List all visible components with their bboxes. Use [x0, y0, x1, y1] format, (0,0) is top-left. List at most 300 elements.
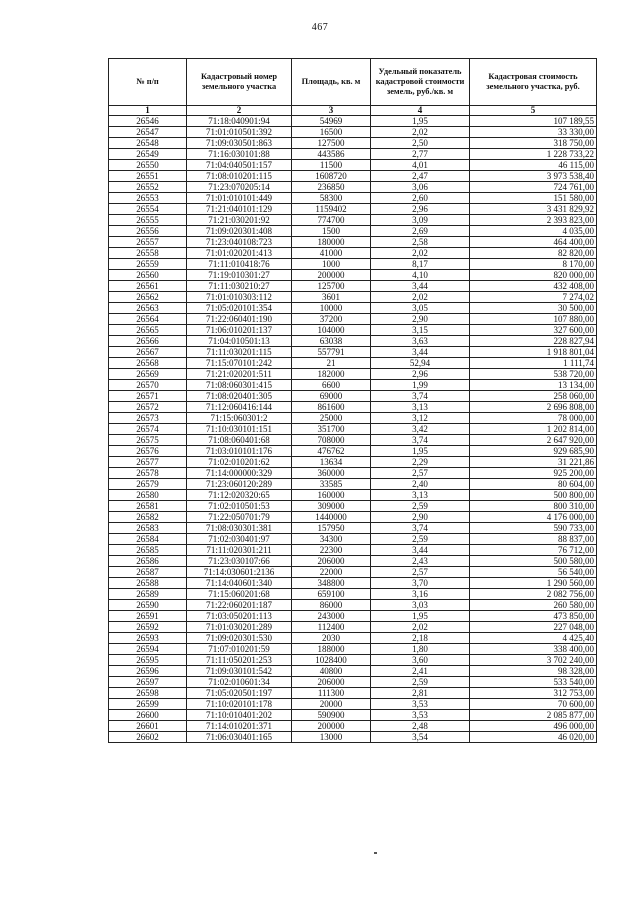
table-row — [109, 732, 597, 743]
table-row — [109, 457, 597, 468]
cell-specific-value: 2,50 — [371, 138, 470, 149]
cell-row-number: 26571 — [109, 391, 187, 402]
cell-cadastral-cost: 724 761,00 — [470, 182, 597, 193]
cell-cadastral-number: 71:05:020101:354 — [187, 303, 292, 314]
cell-area: 708000 — [292, 435, 371, 446]
cell-cadastral-cost: 1 918 801,04 — [470, 347, 597, 358]
cell-cadastral-number: 71:02:010601:34 — [187, 677, 292, 688]
cell-cadastral-number: 71:11:010418:76 — [187, 259, 292, 270]
cell-area: 476762 — [292, 446, 371, 457]
cell-cadastral-number: 71:21:040101:129 — [187, 204, 292, 215]
cell-area: 659100 — [292, 589, 371, 600]
cell-specific-value: 2,48 — [371, 721, 470, 732]
cell-row-number: 26587 — [109, 567, 187, 578]
cell-cadastral-number: 71:03:010101:176 — [187, 446, 292, 457]
table-row — [109, 424, 597, 435]
cell-specific-value: 3,54 — [371, 732, 470, 743]
cell-cadastral-number: 71:02:010201:62 — [187, 457, 292, 468]
table-row — [109, 182, 597, 193]
cell-specific-value: 2,60 — [371, 193, 470, 204]
cell-cadastral-number: 71:21:020201:511 — [187, 369, 292, 380]
cell-area: 33585 — [292, 479, 371, 490]
table-row — [109, 688, 597, 699]
cell-area: 2030 — [292, 633, 371, 644]
cell-row-number: 26561 — [109, 281, 187, 292]
cell-row-number: 26558 — [109, 248, 187, 259]
cell-area: 157950 — [292, 523, 371, 534]
cell-cadastral-cost: 88 837,00 — [470, 534, 597, 545]
table-row — [109, 303, 597, 314]
cell-cadastral-cost: 4 035,00 — [470, 226, 597, 237]
table-row — [109, 699, 597, 710]
cell-cadastral-number: 71:08:060301:415 — [187, 380, 292, 391]
cell-cadastral-number: 71:04:010501:13 — [187, 336, 292, 347]
cell-specific-value: 3,60 — [371, 655, 470, 666]
cell-cadastral-number: 71:12:020320:65 — [187, 490, 292, 501]
header-cadastral-number: Кадастровый номер земельного участка — [187, 59, 292, 106]
cell-cadastral-number: 71:01:030201:289 — [187, 622, 292, 633]
cell-cadastral-number: 71:09:030101:542 — [187, 666, 292, 677]
table-row — [109, 270, 597, 281]
cell-area: 557791 — [292, 347, 371, 358]
cell-cadastral-number: 71:01:010101:449 — [187, 193, 292, 204]
cell-row-number: 26572 — [109, 402, 187, 413]
cell-specific-value: 2,29 — [371, 457, 470, 468]
cell-row-number: 26546 — [109, 116, 187, 127]
cell-area: 200000 — [292, 721, 371, 732]
cell-cadastral-number: 71:02:010501:53 — [187, 501, 292, 512]
cell-row-number: 26575 — [109, 435, 187, 446]
cell-area: 351700 — [292, 424, 371, 435]
table-row — [109, 149, 597, 160]
cell-cadastral-number: 71:15:060301:2 — [187, 413, 292, 424]
cell-cadastral-number: 71:11:030201:115 — [187, 347, 292, 358]
header-specific-value: Удельный показатель кадастровой стоимости земель, руб./кв. м — [371, 59, 470, 106]
table-row — [109, 545, 597, 556]
cell-area: 58300 — [292, 193, 371, 204]
cell-cadastral-cost: 496 000,00 — [470, 721, 597, 732]
cell-cadastral-number: 71:02:030401:97 — [187, 534, 292, 545]
table-row — [109, 380, 597, 391]
cell-area: 309000 — [292, 501, 371, 512]
cell-row-number: 26600 — [109, 710, 187, 721]
cell-row-number: 26551 — [109, 171, 187, 182]
cell-specific-value: 2,40 — [371, 479, 470, 490]
cell-specific-value: 2,90 — [371, 314, 470, 325]
cell-cadastral-number: 71:14:040601:340 — [187, 578, 292, 589]
cell-specific-value: 2,77 — [371, 149, 470, 160]
cell-cadastral-cost: 473 850,00 — [470, 611, 597, 622]
table-row — [109, 391, 597, 402]
cell-specific-value: 4,10 — [371, 270, 470, 281]
cell-specific-value: 2,02 — [371, 248, 470, 259]
cell-cadastral-cost: 929 685,90 — [470, 446, 597, 457]
cell-cadastral-cost: 2 647 920,00 — [470, 435, 597, 446]
cell-cadastral-cost: 538 720,00 — [470, 369, 597, 380]
cell-row-number: 26560 — [109, 270, 187, 281]
cell-area: 6600 — [292, 380, 371, 391]
cell-cadastral-cost: 260 580,00 — [470, 600, 597, 611]
cell-specific-value: 52,94 — [371, 358, 470, 369]
cell-cadastral-cost: 107 880,00 — [470, 314, 597, 325]
cell-cadastral-cost: 500 800,00 — [470, 490, 597, 501]
cell-row-number: 26567 — [109, 347, 187, 358]
cell-row-number: 26574 — [109, 424, 187, 435]
cell-cadastral-cost: 151 580,00 — [470, 193, 597, 204]
table-row — [109, 512, 597, 523]
cell-row-number: 26601 — [109, 721, 187, 732]
cell-specific-value: 3,05 — [371, 303, 470, 314]
cell-specific-value: 8,17 — [371, 259, 470, 270]
table-row — [109, 138, 597, 149]
cell-cadastral-cost: 318 750,00 — [470, 138, 597, 149]
cell-cadastral-number: 71:01:010303:112 — [187, 292, 292, 303]
table-row — [109, 204, 597, 215]
cell-specific-value: 3,44 — [371, 281, 470, 292]
cell-cadastral-cost: 13 134,00 — [470, 380, 597, 391]
table-row — [109, 556, 597, 567]
cell-specific-value: 3,53 — [371, 710, 470, 721]
cell-area: 1608720 — [292, 171, 371, 182]
cell-cadastral-cost: 1 202 814,00 — [470, 424, 597, 435]
cell-cadastral-cost: 7 274,02 — [470, 292, 597, 303]
cell-cadastral-number: 71:23:060120:289 — [187, 479, 292, 490]
table-row — [109, 622, 597, 633]
cell-cadastral-number: 71:10:010401:202 — [187, 710, 292, 721]
cell-cadastral-cost: 3 431 829,92 — [470, 204, 597, 215]
cell-cadastral-cost: 78 000,00 — [470, 413, 597, 424]
cell-cadastral-cost: 8 170,00 — [470, 259, 597, 270]
table-row — [109, 446, 597, 457]
cell-area: 1159402 — [292, 204, 371, 215]
cell-row-number: 26591 — [109, 611, 187, 622]
cell-area: 10000 — [292, 303, 371, 314]
cell-specific-value: 3,13 — [371, 490, 470, 501]
cell-cadastral-number: 71:12:060416:144 — [187, 402, 292, 413]
cell-row-number: 26562 — [109, 292, 187, 303]
cell-area: 13000 — [292, 732, 371, 743]
table-row — [109, 193, 597, 204]
cell-row-number: 26592 — [109, 622, 187, 633]
cell-area: 22000 — [292, 567, 371, 578]
cell-cadastral-number: 71:15:070101:242 — [187, 358, 292, 369]
header-cadastral-cost: Кадастровая стоимость земельного участка, руб. — [470, 59, 597, 106]
cell-area: 160000 — [292, 490, 371, 501]
cell-row-number: 26586 — [109, 556, 187, 567]
cell-specific-value: 3,74 — [371, 435, 470, 446]
header-row-number: № п/п — [109, 59, 187, 106]
table-row — [109, 314, 597, 325]
cell-cadastral-number: 71:09:030501:863 — [187, 138, 292, 149]
cell-cadastral-cost: 533 540,00 — [470, 677, 597, 688]
cell-row-number: 26594 — [109, 644, 187, 655]
cell-specific-value: 3,53 — [371, 699, 470, 710]
cell-area: 3601 — [292, 292, 371, 303]
cell-row-number: 26578 — [109, 468, 187, 479]
page-number: 467 — [311, 22, 329, 33]
cell-specific-value: 2,59 — [371, 534, 470, 545]
column-number-row — [109, 106, 597, 116]
cell-row-number: 26595 — [109, 655, 187, 666]
cell-cadastral-number: 71:07:010201:59 — [187, 644, 292, 655]
cell-cadastral-number: 71:08:030301:381 — [187, 523, 292, 534]
table-row — [109, 237, 597, 248]
column-number: 3 — [292, 106, 371, 116]
cell-cadastral-cost: 80 604,00 — [470, 479, 597, 490]
table-row — [109, 226, 597, 237]
cell-cadastral-number: 71:18:040901:94 — [187, 116, 292, 127]
cell-area: 774700 — [292, 215, 371, 226]
table-row — [109, 116, 597, 127]
cell-row-number: 26563 — [109, 303, 187, 314]
cell-specific-value: 2,96 — [371, 204, 470, 215]
cell-cadastral-number: 71:22:060201:187 — [187, 600, 292, 611]
table-row — [109, 248, 597, 259]
cell-cadastral-cost: 3 702 240,00 — [470, 655, 597, 666]
table-row — [109, 215, 597, 226]
cell-specific-value: 1,99 — [371, 380, 470, 391]
cell-cadastral-cost: 1 228 733,22 — [470, 149, 597, 160]
cell-area: 22300 — [292, 545, 371, 556]
cell-cadastral-cost: 500 580,00 — [470, 556, 597, 567]
cell-row-number: 26553 — [109, 193, 187, 204]
cell-cadastral-number: 71:23:040108:723 — [187, 237, 292, 248]
cell-cadastral-number: 71:22:060401:190 — [187, 314, 292, 325]
cell-specific-value: 3,13 — [371, 402, 470, 413]
cell-cadastral-number: 71:21:030201:92 — [187, 215, 292, 226]
cell-cadastral-cost: 228 827,94 — [470, 336, 597, 347]
cell-area: 125700 — [292, 281, 371, 292]
cell-cadastral-cost: 82 820,00 — [470, 248, 597, 259]
column-number: 5 — [470, 106, 597, 116]
cell-row-number: 26579 — [109, 479, 187, 490]
column-number: 1 — [109, 106, 187, 116]
cell-specific-value: 2,69 — [371, 226, 470, 237]
land-cadastral-table — [108, 58, 597, 743]
table-row — [109, 721, 597, 732]
cell-row-number: 26557 — [109, 237, 187, 248]
table-row — [109, 666, 597, 677]
cell-area: 69000 — [292, 391, 371, 402]
cell-area: 13634 — [292, 457, 371, 468]
cell-area: 41000 — [292, 248, 371, 259]
cell-area: 11500 — [292, 160, 371, 171]
cell-cadastral-cost: 312 753,00 — [470, 688, 597, 699]
table-row — [109, 413, 597, 424]
cell-cadastral-cost: 56 540,00 — [470, 567, 597, 578]
cell-specific-value: 2,02 — [371, 622, 470, 633]
cell-cadastral-number: 71:01:010501:392 — [187, 127, 292, 138]
cell-row-number: 26555 — [109, 215, 187, 226]
table-row — [109, 655, 597, 666]
cell-specific-value: 2,58 — [371, 237, 470, 248]
cell-area: 360000 — [292, 468, 371, 479]
cell-cadastral-number: 71:09:020301:530 — [187, 633, 292, 644]
table-row — [109, 490, 597, 501]
cell-cadastral-cost: 30 500,00 — [470, 303, 597, 314]
cell-row-number: 26590 — [109, 600, 187, 611]
cell-row-number: 26588 — [109, 578, 187, 589]
cell-cadastral-number: 71:16:030101:88 — [187, 149, 292, 160]
cell-cadastral-number: 71:11:020301:211 — [187, 545, 292, 556]
table-row — [109, 567, 597, 578]
cell-cadastral-cost: 1 111,74 — [470, 358, 597, 369]
cell-cadastral-cost: 46 020,00 — [470, 732, 597, 743]
cell-cadastral-cost: 107 189,55 — [470, 116, 597, 127]
cell-cadastral-number: 71:08:020401:305 — [187, 391, 292, 402]
cell-cadastral-cost: 70 600,00 — [470, 699, 597, 710]
cell-area: 112400 — [292, 622, 371, 633]
table-row — [109, 644, 597, 655]
cell-cadastral-number: 71:10:020101:178 — [187, 699, 292, 710]
cell-cadastral-cost: 2 085 877,00 — [470, 710, 597, 721]
cell-area: 54969 — [292, 116, 371, 127]
cell-specific-value: 2,47 — [371, 171, 470, 182]
cell-row-number: 26569 — [109, 369, 187, 380]
cell-area: 63038 — [292, 336, 371, 347]
cell-row-number: 26577 — [109, 457, 187, 468]
cell-area: 348800 — [292, 578, 371, 589]
cell-specific-value: 2,59 — [371, 501, 470, 512]
cell-area: 111300 — [292, 688, 371, 699]
cell-cadastral-number: 71:10:030101:151 — [187, 424, 292, 435]
column-number: 4 — [371, 106, 470, 116]
cell-cadastral-number: 71:03:050201:113 — [187, 611, 292, 622]
cell-cadastral-number: 71:11:050201:253 — [187, 655, 292, 666]
table-row — [109, 633, 597, 644]
cell-specific-value: 2,43 — [371, 556, 470, 567]
cell-row-number: 26585 — [109, 545, 187, 556]
table-row — [109, 292, 597, 303]
cell-cadastral-number: 71:08:010201:115 — [187, 171, 292, 182]
cell-row-number: 26570 — [109, 380, 187, 391]
cell-cadastral-number: 71:06:030401:165 — [187, 732, 292, 743]
cell-area: 1000 — [292, 259, 371, 270]
cell-area: 1500 — [292, 226, 371, 237]
cell-cadastral-cost: 76 712,00 — [470, 545, 597, 556]
table-row — [109, 369, 597, 380]
cell-row-number: 26599 — [109, 699, 187, 710]
cell-area: 243000 — [292, 611, 371, 622]
table-row — [109, 611, 597, 622]
cell-row-number: 26583 — [109, 523, 187, 534]
table-row — [109, 710, 597, 721]
table-row — [109, 325, 597, 336]
cell-cadastral-cost: 820 000,00 — [470, 270, 597, 281]
cell-area: 1028400 — [292, 655, 371, 666]
cell-specific-value: 3,74 — [371, 523, 470, 534]
cell-specific-value: 1,80 — [371, 644, 470, 655]
cell-row-number: 26593 — [109, 633, 187, 644]
cell-cadastral-number: 71:05:020501:197 — [187, 688, 292, 699]
cell-cadastral-cost: 227 048,00 — [470, 622, 597, 633]
cell-row-number: 26589 — [109, 589, 187, 600]
cell-area: 104000 — [292, 325, 371, 336]
cell-area: 34300 — [292, 534, 371, 545]
cell-row-number: 26576 — [109, 446, 187, 457]
cell-specific-value: 2,18 — [371, 633, 470, 644]
cell-cadastral-number: 71:22:050701:79 — [187, 512, 292, 523]
cell-cadastral-cost: 258 060,00 — [470, 391, 597, 402]
table-row — [109, 523, 597, 534]
cell-specific-value: 1,95 — [371, 116, 470, 127]
scan-speck — [374, 852, 377, 854]
cell-row-number: 26580 — [109, 490, 187, 501]
cell-cadastral-number: 71:14:000000:329 — [187, 468, 292, 479]
cell-area: 590900 — [292, 710, 371, 721]
cell-specific-value: 2,81 — [371, 688, 470, 699]
cell-cadastral-cost: 98 328,00 — [470, 666, 597, 677]
cell-row-number: 26549 — [109, 149, 187, 160]
header-area: Площадь, кв. м — [292, 59, 371, 106]
cell-area: 20000 — [292, 699, 371, 710]
cell-area: 206000 — [292, 677, 371, 688]
cell-specific-value: 3,12 — [371, 413, 470, 424]
table-row — [109, 171, 597, 182]
cell-area: 206000 — [292, 556, 371, 567]
table-row — [109, 600, 597, 611]
table-row — [109, 468, 597, 479]
cell-area: 188000 — [292, 644, 371, 655]
cell-area: 25000 — [292, 413, 371, 424]
cell-area: 182000 — [292, 369, 371, 380]
table-row — [109, 501, 597, 512]
cell-specific-value: 2,96 — [371, 369, 470, 380]
cell-cadastral-number: 71:08:060401:68 — [187, 435, 292, 446]
cell-specific-value: 4,01 — [371, 160, 470, 171]
cell-cadastral-number: 71:04:040501:157 — [187, 160, 292, 171]
cell-row-number: 26548 — [109, 138, 187, 149]
cell-row-number: 26581 — [109, 501, 187, 512]
cell-cadastral-number: 71:09:020301:408 — [187, 226, 292, 237]
cell-cadastral-cost: 590 733,00 — [470, 523, 597, 534]
cell-cadastral-cost: 2 082 756,00 — [470, 589, 597, 600]
column-number: 2 — [187, 106, 292, 116]
cell-cadastral-cost: 2 696 808,00 — [470, 402, 597, 413]
cell-row-number: 26602 — [109, 732, 187, 743]
cell-area: 37200 — [292, 314, 371, 325]
table-row — [109, 435, 597, 446]
cell-cadastral-number: 71:06:010201:137 — [187, 325, 292, 336]
cell-specific-value: 1,95 — [371, 446, 470, 457]
cell-specific-value: 3,15 — [371, 325, 470, 336]
cell-specific-value: 3,16 — [371, 589, 470, 600]
cell-specific-value: 3,03 — [371, 600, 470, 611]
table-row — [109, 677, 597, 688]
cell-cadastral-number: 71:14:030601:2136 — [187, 567, 292, 578]
table-row — [109, 127, 597, 138]
cell-row-number: 26597 — [109, 677, 187, 688]
cell-row-number: 26559 — [109, 259, 187, 270]
cell-area: 127500 — [292, 138, 371, 149]
cell-specific-value: 3,06 — [371, 182, 470, 193]
cell-specific-value: 3,44 — [371, 347, 470, 358]
table-row — [109, 160, 597, 171]
table-row — [109, 259, 597, 270]
cell-cadastral-number: 71:15:060201:68 — [187, 589, 292, 600]
cell-row-number: 26550 — [109, 160, 187, 171]
cell-specific-value: 2,02 — [371, 292, 470, 303]
cell-row-number: 26565 — [109, 325, 187, 336]
cell-cadastral-cost: 432 408,00 — [470, 281, 597, 292]
table-row — [109, 336, 597, 347]
cell-area: 180000 — [292, 237, 371, 248]
cell-cadastral-cost: 327 600,00 — [470, 325, 597, 336]
cell-specific-value: 3,70 — [371, 578, 470, 589]
table-row — [109, 347, 597, 358]
table-row — [109, 479, 597, 490]
cell-specific-value: 3,74 — [371, 391, 470, 402]
